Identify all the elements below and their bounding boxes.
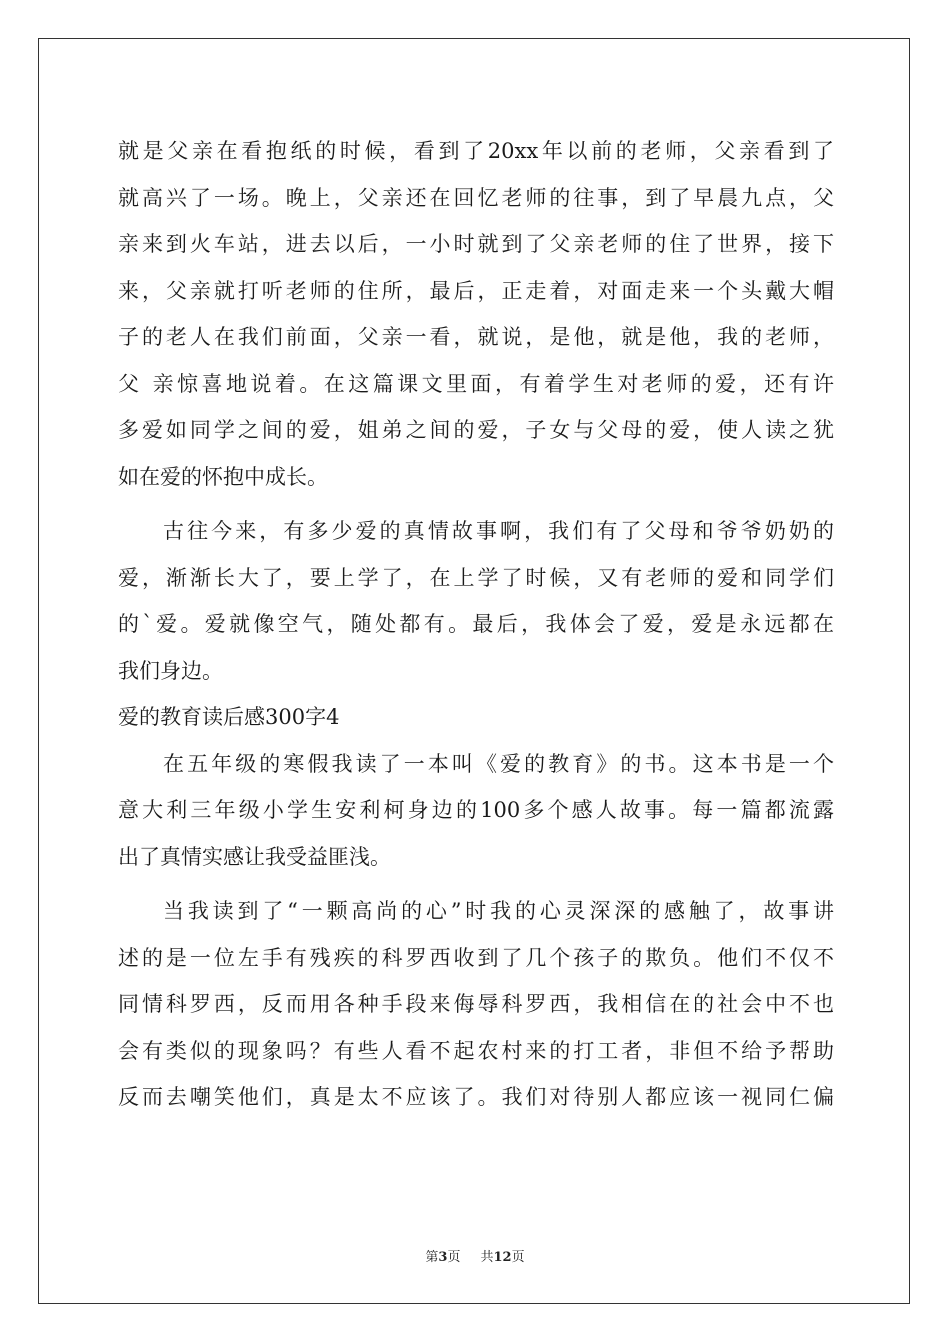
text-line: 多爱如同学之间的爱，姐弟之间的爱，子女与父母的爱，使人读之犹 <box>118 418 834 442</box>
text-line: 出了真情实感让我受益匪浅。 <box>118 844 391 869</box>
text-line: 的`爱。爱就像空气，随处都有。最后，我体会了爱，爱是永远都在 <box>118 612 834 636</box>
text-line: 同情科罗西，反而用各种手段来侮辱科罗西，我相信在的社会中不也 <box>118 992 834 1016</box>
text-line: 会有类似的现象吗？有些人看不起农村来的打工者，非但不给予帮助 <box>118 1038 834 1063</box>
page-footer <box>0 1246 950 1265</box>
text-line: 述的是一位左手有残疾的科罗西收到了几个孩子的欺负。他们不仅不 <box>118 945 834 970</box>
text-line: 来，父亲就打听老师的住所，最后，正走着，对面走来一个头戴大帽 <box>118 278 834 303</box>
text-line: 意大利三年级小学生安利柯身边的100多个感人故事。每一篇都流露 <box>118 798 834 822</box>
document-body <box>118 128 834 1121</box>
text-line: 当我读到了“一颗高尚的心”时我的心灵深深的感触了，故事讲 <box>163 899 834 923</box>
text-line: 我们身边。 <box>118 658 223 683</box>
text-line: 反而去嘲笑他们，真是太不应该了。我们对待别人都应该一视同仁偏 <box>118 1085 834 1109</box>
current-page-number: 3 <box>438 1250 448 1265</box>
text-line: 父 亲惊喜地说着。在这篇课文里面，有着学生对老师的爱，还有许 <box>118 371 834 396</box>
text-line: 就是父亲在看抱纸的时候，看到了20xx年以前的老师，父亲看到了 <box>118 139 834 163</box>
paragraph-3 <box>118 741 834 881</box>
text-line: 亲来到火车站，进去以后，一小时就到了父亲老师的住了世界，接下 <box>118 232 834 256</box>
paragraph-4 <box>118 888 834 1121</box>
text-line: 如在爱的怀抱中成长。 <box>118 464 328 489</box>
paragraph-1 <box>118 128 834 500</box>
footer-total-prefix: 共 <box>480 1250 494 1265</box>
footer-prefix: 第 <box>425 1250 439 1265</box>
text-line: 古往今来，有多少爱的真情故事啊，我们有了父母和爷爷奶奶的 <box>163 519 834 543</box>
text-line: 在五年级的寒假我读了一本叫《爱的教育》的书。这本书是一个 <box>163 751 834 776</box>
paragraph-2 <box>118 508 834 694</box>
footer-suffix: 页 <box>511 1250 525 1265</box>
text-line: 爱，渐渐长大了，要上学了，在上学了时候，又有老师的爱和同学们 <box>118 565 834 590</box>
text-line: 子的老人在我们前面，父亲一看，就说，是他，就是他，我的老师， <box>118 325 834 349</box>
total-page-count: 12 <box>493 1250 512 1265</box>
section-heading: 爱的教育读后感300字4 <box>118 705 340 729</box>
text-line: 就高兴了一场。晚上，父亲还在回忆老师的往事，到了早晨九点，父 <box>118 185 834 210</box>
footer-mid: 页 <box>447 1250 461 1265</box>
